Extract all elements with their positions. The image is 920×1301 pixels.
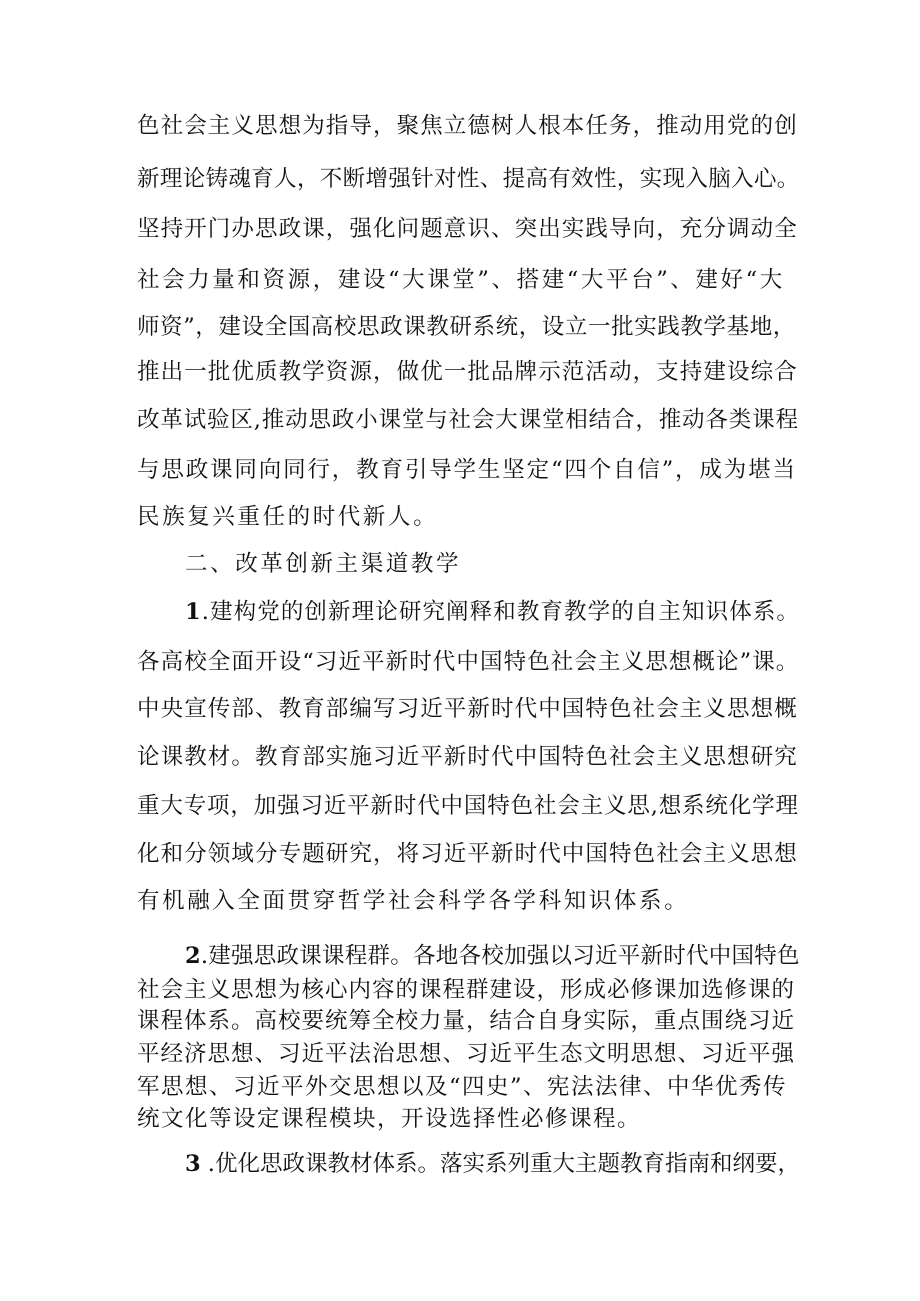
item-1-first-line bbox=[185, 597, 800, 627]
item-1-line-2: 各高校全面开设“习近平新时代中国特色社会主义思想概论”课。 bbox=[137, 649, 800, 675]
paragraph-1-line-9: 民族复兴重任的时代新人。 bbox=[137, 504, 439, 530]
item-2-title: .建强思政课课程群。各地各校加强以习近平新时代中国特色 bbox=[200, 943, 800, 969]
item-1-line-4: 论课教材。教育部实施习近平新时代中国特色社会主义思想研究 bbox=[137, 744, 798, 770]
item-3-first-line bbox=[185, 1149, 800, 1179]
item-2-line-5: 军思想、习近平外交思想以及“四史”、宪法法律、中华优秀传 bbox=[137, 1074, 788, 1100]
item-2-number: 2 bbox=[185, 943, 201, 969]
paragraph-1-line-1: 色社会主义思想为指导，聚焦立德树人根本任务，推动用党的创 bbox=[137, 113, 798, 139]
item-3-title: .优化思政课教材体系。落实系列重大主题教育指南和纲要， bbox=[200, 1151, 800, 1177]
paragraph-1-line-2: 新理论铸魂育人，不断增强针对性、提高有效性，实现入脑入心。 bbox=[137, 166, 800, 192]
item-2-line-2: 社会主义思想为核心内容的课程群建设，形成必修课加选修课的 bbox=[137, 977, 796, 1003]
item-1-line-3: 中央宣传部、教育部编写习近平新时代中国特色社会主义思想概 bbox=[137, 696, 798, 722]
paragraph-1-line-6: 推出一批优质教学资源，做优一批品牌示范活动，支持建设综合 bbox=[137, 359, 798, 385]
section-heading: 二、改革创新主渠道教学 bbox=[185, 551, 462, 577]
item-3-number: 3 bbox=[185, 1151, 201, 1177]
item-1-line-7: 有机融入全面贯穿哲学社会科学各学科知识体系。 bbox=[137, 888, 690, 914]
item-1-number: 1 bbox=[185, 599, 202, 625]
item-2-line-3: 课程体系。高校要统筹全校力量，结合自身实际，重点围绕习近 bbox=[137, 1008, 796, 1034]
paragraph-1-line-4: 社会力量和资源，建设“大课堂”、搭建“大平台”、建好“大 bbox=[137, 267, 785, 293]
item-2-first-line bbox=[185, 941, 800, 971]
item-1-line-5: 重大专项，加强习近平新时代中国特色社会主义思,想系统化学理 bbox=[137, 793, 799, 819]
paragraph-1-line-5: 师资”，建设全国高校思政课教研系统，设立一批实践教学基地， bbox=[137, 314, 796, 340]
paragraph-1-line-7: 改革试验区,推动思政小课堂与社会大课堂相结合，推动各类课程 bbox=[137, 407, 799, 433]
item-2-line-6: 统文化等设定课程模块，开设选择性必修课程。 bbox=[137, 1106, 642, 1132]
item-2-line-4: 平经济思想、习近平法治思想、习近平生态文明思想、习近平强 bbox=[137, 1041, 796, 1067]
item-1-line-6: 化和分领域分专题研究，将习近平新时代中国特色社会主义思想 bbox=[137, 841, 798, 867]
paragraph-1-line-8: 与思政课同向同行，教育引导学生坚定“四个自信”，成为堪当 bbox=[137, 457, 797, 483]
paragraph-1-line-3: 坚持开门办思政课，强化问题意识、突出实践导向，充分调动全 bbox=[137, 216, 798, 242]
item-1-title: .建构党的创新理论研究阐释和教育教学的自主知识体系。 bbox=[201, 599, 801, 625]
